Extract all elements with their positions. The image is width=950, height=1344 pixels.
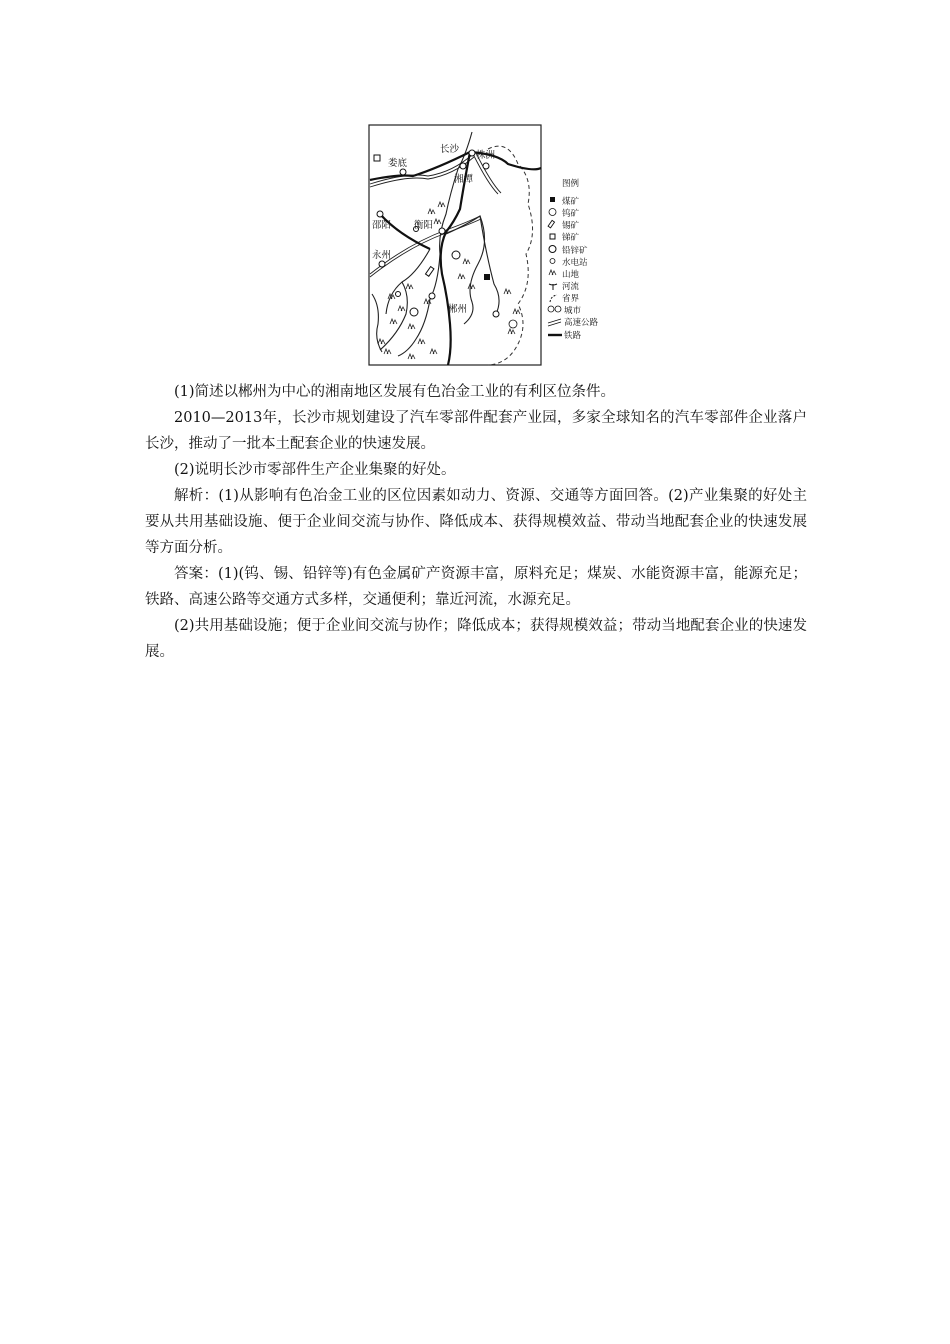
legend-label: 城市 <box>564 306 582 316</box>
legend-label: 锡矿 <box>562 221 580 231</box>
city-label-xiangtan: 湘潭 <box>454 174 474 185</box>
province-border-icon <box>550 295 557 302</box>
question-content <box>145 379 807 665</box>
mountain-icon <box>549 270 556 275</box>
question-2: (2)说明长沙市零部件生产企业集聚的好处。 <box>174 462 456 478</box>
legend-label: 水电站 <box>562 258 588 268</box>
city-label-changsha: 长沙 <box>440 144 460 155</box>
legend-label: 煤矿 <box>562 197 580 207</box>
background-paragraph: 2010—2013年，长沙市规划建设了汽车零部件配套产业园，多家全球知名的汽车零部件企业落户长沙，推动了一批本土配套企业的快速发展。 <box>145 410 807 452</box>
question-1: (1)简述以郴州为中心的湘南地区发展有色冶金工业的有利区位条件。 <box>174 384 616 400</box>
coal-mine-icon <box>550 197 555 202</box>
antimony-mine-icon <box>550 234 555 239</box>
tin-mine-icon <box>425 267 433 277</box>
river-icon <box>549 284 557 290</box>
city-label-zhuzhou: 株洲 <box>476 150 496 161</box>
legend-label: 高速公路 <box>564 318 599 328</box>
legend-label: 铅锌矿 <box>562 246 588 256</box>
city-icon <box>548 306 554 312</box>
city-icon <box>555 306 561 312</box>
legend-title: 图例 <box>562 179 580 189</box>
city-label-hengyang: 衡阳 <box>414 220 434 231</box>
map-legend <box>548 178 599 341</box>
highway-icon <box>548 319 561 326</box>
tungsten-mine-icon <box>509 320 517 328</box>
legend-label: 锑矿 <box>562 233 580 243</box>
lead-zinc-mine-icon <box>410 308 418 316</box>
answer-2: (2)共用基础设施；便于企业间交流与协作；降低成本；获得规模效益；带动当地配套企业的快速发展。 <box>145 618 807 660</box>
city-label-chenzhou: 郴州 <box>448 304 468 315</box>
tin-mine-icon <box>548 220 554 227</box>
hydropower-station-icon <box>550 259 555 264</box>
legend-label: 钨矿 <box>562 209 580 219</box>
legend-label: 铁路 <box>564 331 582 341</box>
city-label-shaoyang: 邵阳 <box>372 220 392 231</box>
province-border <box>488 146 533 365</box>
antimony-mine-icon <box>374 155 380 161</box>
coal-mine-icon <box>484 274 490 280</box>
legend-label: 河流 <box>562 282 580 292</box>
hunan-map-figure <box>368 124 618 368</box>
mountain-symbols <box>378 202 520 359</box>
city-label-loudi: 娄底 <box>388 158 408 169</box>
city-label-yongzhou: 永州 <box>372 250 392 261</box>
legend-label: 省界 <box>562 294 580 304</box>
answer-1: 答案：(1)(钨、锡、铅锌等)有色金属矿产资源丰富，原料充足；煤炭、水能资源丰富，能源充足；铁路、高速公路等交通方式多样，交通便利；靠近河流，水源充足。 <box>145 566 807 608</box>
lead-zinc-mine-icon <box>549 246 556 253</box>
lead-zinc-mine-icon <box>452 251 460 259</box>
tungsten-mine-icon <box>549 209 556 216</box>
analysis-paragraph: 解析：(1)从影响有色冶金工业的区位因素如动力、资源、交通等方面回答。(2)产业集聚的好处主要从共用基础设施、便于企业间交流与协作、降低成本、获得规模效益、带动当地配套企业的快速发展等方面分析。 <box>145 488 807 556</box>
legend-label: 山地 <box>562 270 580 280</box>
